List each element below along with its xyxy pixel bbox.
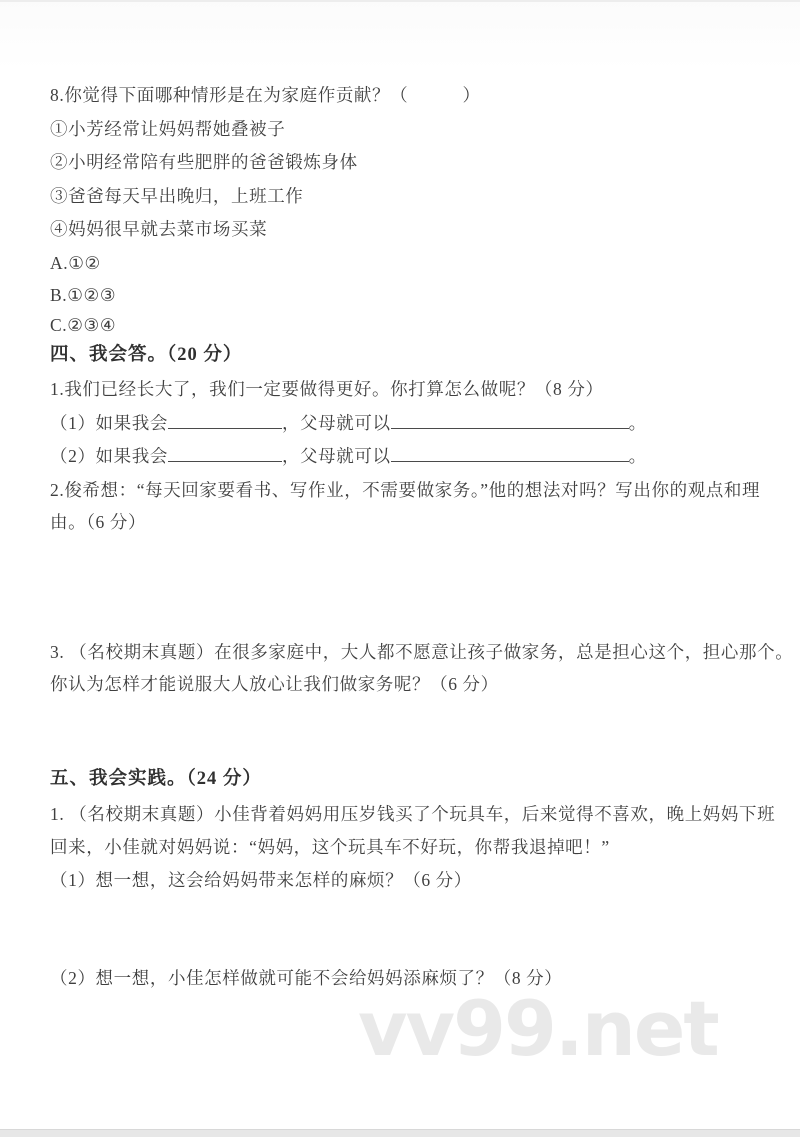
section-4-q2-line-1: 2.俊希想：“每天回家要看书、写作业，不需要做家务。”他的想法对吗？写出你的观点和理 [50,480,761,500]
section-4-heading: 四、我会答。（20 分） [50,345,243,365]
question-8-choice-c: C.②③④ [50,315,117,335]
question-8-choice-b: B.①②③ [50,285,117,305]
section-5-q1-sub-1: （1）想一想，这会给妈妈带来怎样的麻烦？（6 分） [50,870,472,890]
answer-blank-underline [168,412,282,429]
question-8-choice-a: A.①② [50,253,101,273]
fill-mid: ，父母就可以 [281,413,391,433]
question-8-option-1: ①小芳经常让妈妈帮她叠被子 [50,119,286,139]
section-4-q1-fill-line-2 [50,445,647,468]
section-4-q3-line-2: 你认为怎样才能说服大人放心让我们做家务呢？（6 分） [50,674,499,694]
page-bottom-edge [0,1129,800,1137]
fill-mid: ，父母就可以 [281,446,391,466]
section-5-q1-line-1: 1. （名校期末真题）小佳背着妈妈用压岁钱买了个玩具车，后来觉得不喜欢，晚上妈妈下班 [50,804,776,824]
question-8-option-4: ④妈妈很早就去菜市场买菜 [50,219,268,239]
section-4-q3-line-1: 3. （名校期末真题）在很多家庭中，大人都不愿意让孩子做家务，总是担心这个，担心那个。 [50,642,794,662]
question-8-option-3: ③爸爸每天早出晚归，上班工作 [50,186,304,206]
section-5-q1-sub-2: （2）想一想，小佳怎样做就可能不会给妈妈添麻烦了？（8 分） [50,968,563,988]
fill-prefix: （2）如果我会 [50,446,168,466]
fill-suffix: 。 [628,446,647,466]
section-4-q2-line-2: 由。（6 分） [50,512,147,532]
section-4-q1-stem: 1.我们已经长大了，我们一定要做得更好。你打算怎么做呢？（8 分） [50,379,604,399]
section-5-q1-line-2: 回来，小佳就对妈妈说：“妈妈，这个玩具车不好玩，你帮我退掉吧！” [50,837,610,857]
answer-blank-underline [168,445,282,462]
fill-suffix: 。 [628,413,647,433]
section-5-heading: 五、我会实践。（24 分） [50,769,262,789]
page-top-divider [0,0,800,2]
site-watermark: vv99.net [358,984,718,1073]
answer-blank-underline [391,445,629,462]
answer-blank-underline [391,412,629,429]
section-4-q1-fill-line-1 [50,412,647,435]
fill-prefix: （1）如果我会 [50,413,168,433]
question-8-stem: 8.你觉得下面哪种情形是在为家庭作贡献？（ ） [50,85,481,105]
question-8-option-2: ②小明经常陪有些肥胖的爸爸锻炼身体 [50,152,358,172]
